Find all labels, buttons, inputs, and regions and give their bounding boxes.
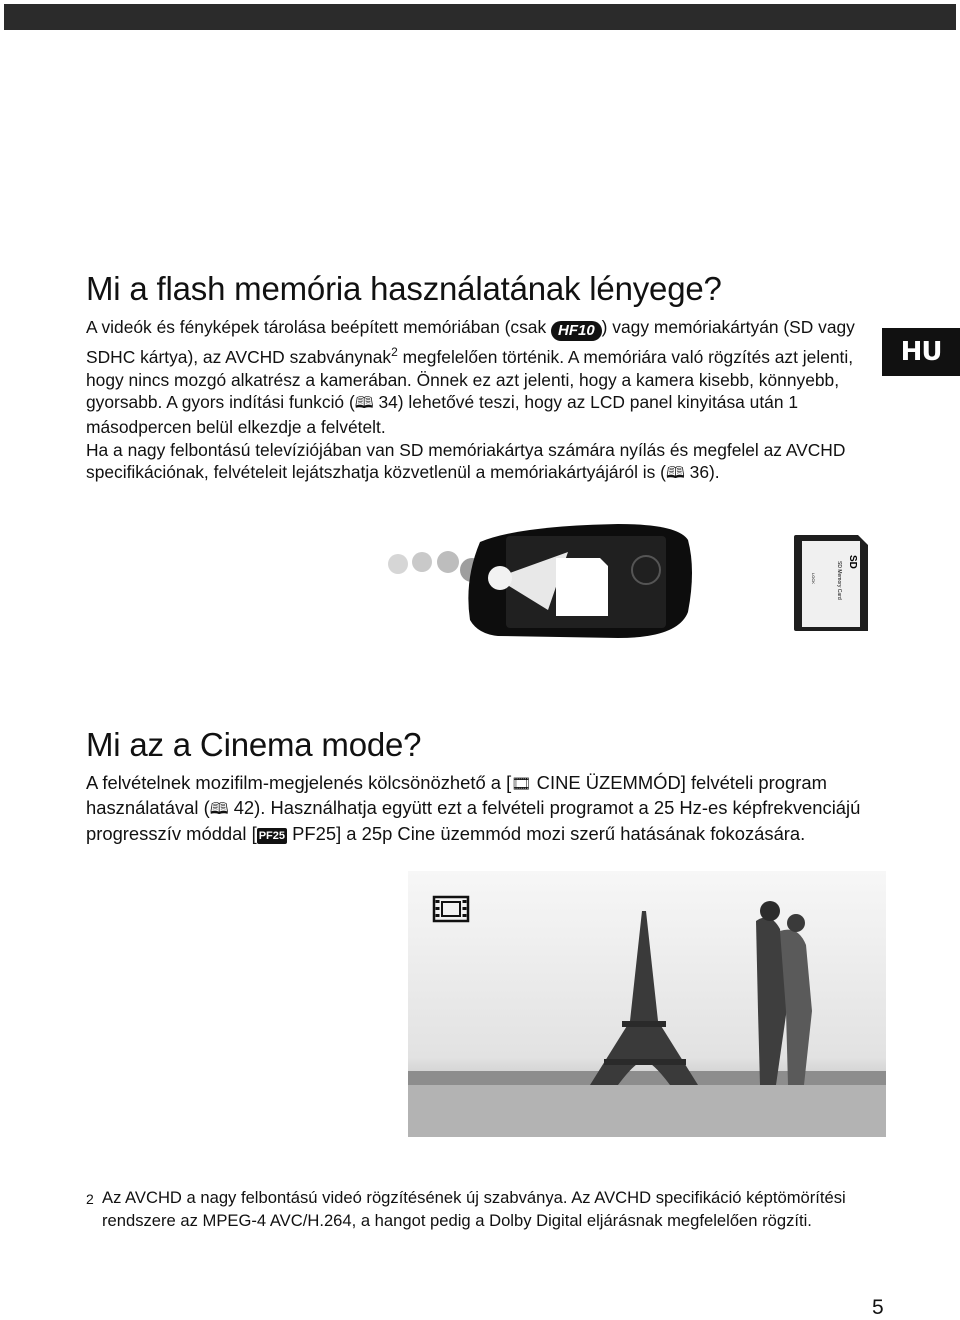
book-icon: 🕮 [209, 801, 229, 819]
footnote-text: Az AVCHD a nagy felbontású videó rögzítésének új szabványa. Az AVCHD specifikáció képtömörítési rendszere az MPEG-4 AVC/H.264, a hangot pedig a Dolby Digital eljárásnak megfelelően rögzíti. [102, 1188, 846, 1230]
footnote [86, 1186, 886, 1232]
footnote-ref: 2 [391, 345, 398, 359]
section-title-flash-memory: Mi a flash memória használatának lényege? [86, 270, 722, 307]
camcorder-illustration [378, 520, 698, 646]
language-tab: HU [882, 328, 960, 376]
sd-card-lock: LOCK [811, 573, 816, 584]
header-bar [4, 4, 956, 30]
hf10-badge: HF10 [551, 321, 602, 341]
book-icon: 🕮 [665, 465, 685, 483]
pf25-badge: PF25 [258, 829, 285, 842]
cinema-mode-text: A felvételnek mozifilm-megjelenés kölcsönözhető a [🎞 CINE ÜZEMMÓD] felvételi program használatával (🕮 42). Használhatja együtt ezt a felvételi programot a 25 Hz-es képfrekvenciájú progresszív móddal [ PF25 PF25] a 25p Cine üzemmód mozi szerű hatásának fokozására. [86, 772, 861, 844]
sd-card-illustration [792, 533, 870, 633]
sd-card-label: SD Memory Card [836, 561, 842, 600]
flash-memory-text: A videók és fényképek tárolása beépített memóriában (csak HF10 ) vagy memóriakártyán (SD vagy SDHC kártya), az AVCHD szabványnak$^2$ megfelelően történik. A memóriára való rögzítés azt jelenti, hogy nincs mozgó alkatrész a kamerában. Önnek ez azt jelenti, hogy a kamera kisebb, könnyebb, gyorsabb. A gyors indítási funkció (🕮 34) lehetővé teszi, hogy az LCD panel kinyitása után 1 másodpercen belül elkezdje a felvételt. Ha a nagy felbontású televíziójában van SD memóriakártya számára nyílás és megfelel az AVCHD specifikációnak, felvételeit lejátszhatja közvetlenül a memóriakártyájáról is (🕮 36). [86, 316, 886, 486]
film-icon: 🎞 [511, 776, 532, 793]
footnote-number: 2 [86, 1191, 94, 1207]
eiffel-tower-photo [408, 871, 886, 1137]
sd-card-brand: SD [847, 555, 858, 569]
book-icon: 🕮 [354, 395, 374, 413]
section-title-cinema-mode: Mi az a Cinema mode? [86, 726, 422, 763]
page-number: 5 [872, 1296, 884, 1319]
